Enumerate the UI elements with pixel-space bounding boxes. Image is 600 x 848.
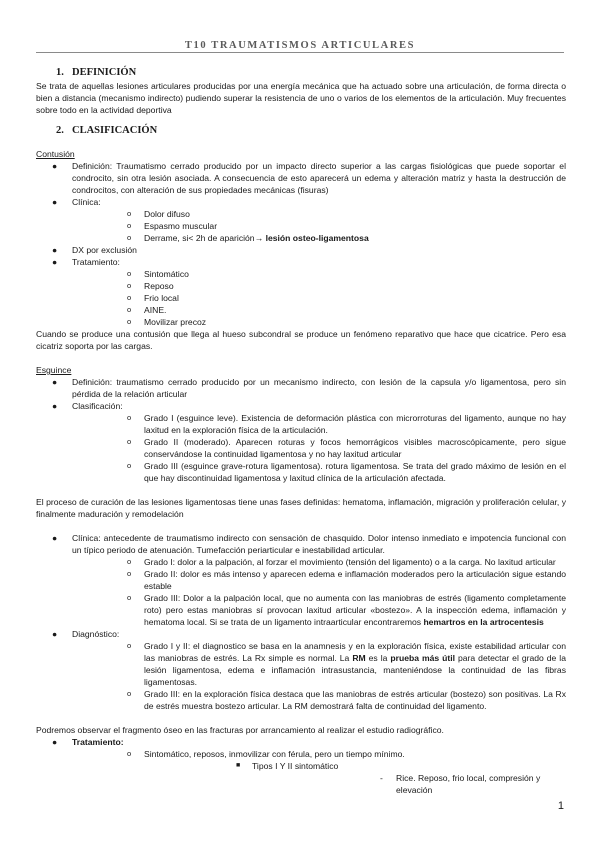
diag1-text: es la: [365, 653, 391, 663]
page-number: 1: [557, 800, 564, 812]
tratamiento-item: Sintomático: [144, 269, 189, 279]
tratamiento-item: Frio local: [144, 293, 179, 303]
diag1-bold: prueba más útil: [390, 653, 456, 663]
tratamiento-item: AINE.: [144, 305, 167, 315]
contusion-nota: Cuando se produce una contusión que llega al hueso subcondral se produce un fenómeno reparativo que hace que cicatrice. Pero esa cicatriz soporta por las cargas.: [36, 329, 566, 351]
list-item: o Dolor difuso: [127, 209, 190, 219]
list-item: ● Clasificación: o Grado I (esguince leve). Existencia de deformación plástica con microrroturas del ligamento, aunque no hay laxitud en la exploración física de la articulación. o Grado II (moderado). Aparecen roturas y focos hemorrágicos visibles macroscópicamente, pero sigue conservándose la continuidad ligamentosa y no hay laxitud articular o Grado III (esguince grave-rotura ligamentosa). rotura ligamentosa. Se trata del grado máximo de lesión en el que hay discontinuidad ligamentosa y laxitud clínica de la articulación afectada.: [52, 401, 566, 483]
header-divider: [36, 52, 564, 53]
proceso-curacion-paragraph: El proceso de curación de las lesiones ligamentosas tiene unas fases definidas: hematoma, inflamación, migración y proliferación celular, y finalmente maduración y remodelación: [36, 497, 566, 519]
derrame-text: Derrame, si< 2h de aparición→: [144, 233, 266, 243]
diag1-text: para detectar el grado de la lesión ligamentosa, edema e inflamación intrasustancia, manteniéndose la continuidad de las fibras ligamentosas.: [144, 653, 566, 687]
list-item: ● Clínica: o Dolor difuso o Espasmo muscular o Derrame, si< 2h de aparición→ lesión osteo-ligamentosa: [36, 196, 566, 244]
tratamiento-subsubitem: Rice. Reposo, frio local, compresión y elevación: [396, 773, 541, 795]
definicion-paragraph: Se trata de aquellas lesiones articulares producidas por una energía mecánica que ha actuado sobre una articulación, de forma directa o bien a distancia (mecanismo indirecto) pudiendo superar la resistencia de uno o varios de los elementos de la articulación. Muy frecuentes sobre todo en la actividad deportiva: [36, 81, 566, 115]
list-item: o Grado III: en la exploración física destaca que las maniobras de estrés articular (bostezo) son positivas. La Rx de estrés muestra bostezo articular. La RM demostrará falta de continuidad del ligamento.: [127, 689, 566, 711]
clinica-item: Espasmo muscular: [144, 221, 218, 231]
clasificacion-item: Grado III (esguince grave-rotura ligamentosa). rotura ligamentosa. Se trata del grado máximo de lesión en el que hay discontinuidad ligamentosa y laxitud clínica de la articulación afectada.: [144, 461, 566, 483]
contusion-clinica-label: Clínica:: [72, 197, 101, 207]
section-2-heading: [36, 124, 566, 137]
diag2-text: Grado III: en la exploración física destaca que las maniobras de estrés articular (bostezo) son positivas. La Rx de estrés muestra bostezo articular. La RM demostrará falta de continuidad del ligamento.: [144, 689, 566, 711]
section-1-number: 1.: [56, 67, 64, 78]
list-item: o Movilizar precoz: [127, 317, 207, 327]
contusion-tratamiento-label: Tratamiento:: [72, 257, 120, 267]
list-item: o Grado I y II: el diagnostico se basa en la anamnesis y en la exploración física, existe estabilidad articular con las maniobras de estrés. La Rx simple es normal. La RM es la prueba más útil para detectar el grado de la lesión ligamentosa, edema e inflamación intrasustancia, manteniéndose la continuidad de las fibras ligamentosas.: [127, 641, 566, 687]
esguince-tratamiento-list: [36, 736, 566, 796]
contusion-heading: Contusión: [36, 149, 75, 159]
list-item: ● DX por exclusión: [52, 245, 137, 255]
tratamiento-item: Movilizar precoz: [144, 317, 207, 327]
contusion-dx: DX por exclusión: [72, 245, 137, 255]
list-item: ● Definición: traumatismo cerrado producido por un mecanismo indirecto, con lesión de la capsula y/o ligamentosa, pero sin pérdida de la relación articular: [52, 377, 566, 399]
list-item: o Grado II (moderado). Aparecen roturas y focos hemorrágicos visibles macroscópicamente, pero sigue conservándose la continuidad ligamentosa y no hay laxitud articular: [127, 437, 566, 459]
list-item: o Grado III: Dolor a la palpación local, que no aumenta con las maniobras de estrés (ligamento completamente roto) pero estas maniobras sí provocan laxitud articular «bostezo». A la inspección edema, inflamación y hematoma local. Si se trata de un ligamento intraarticular encontraremos hemartros en la artrocentesis: [127, 593, 566, 627]
esguince-clinica-list: [36, 532, 566, 712]
diagnostico-label: Diagnóstico:: [72, 629, 120, 639]
clasificacion-item: Grado I (esguince leve). Existencia de deformación plástica con microrroturas del ligamento, aunque no hay laxitud en la exploración física de la articulación.: [144, 413, 566, 435]
contusion-list: [36, 160, 566, 328]
list-item: o Reposo: [127, 281, 174, 291]
clinica-grado-item: Grado II: dolor es más intenso y aparecen edema e inflamación moderados pero la articulación sigue estando estable: [144, 569, 566, 591]
diag1-rm: RM: [352, 653, 366, 663]
list-item: o Grado III (esguince grave-rotura ligamentosa). rotura ligamentosa. Se trata del grado máximo de lesión en el que hay discontinuidad ligamentosa y laxitud clínica de la articulación afectada.: [127, 461, 566, 483]
clinica-grado-item: Grado I: dolor a la palpación, al forzar el movimiento (tensión del ligamento) o a la carga. No laxitud articular: [144, 557, 556, 567]
list-item: ● Tratamiento: o Sintomático o Reposo o Frio local o AINE. o Movilizar precoz: [36, 256, 566, 328]
list-item: ● Diagnóstico: o Grado I y II: el diagnostico se basa en la anamnesis y en la exploración física, existe estabilidad articular con las maniobras de estrés. La Rx simple es normal. La RM es la prueba más útil para detectar el grado de la lesión ligamentosa, edema e inflamación intrasustancia, manteniéndose la continuidad de las fibras ligamentosas. o Grado III: en la exploración física destaca que las maniobras de estrés articular (bostezo) son positivas. La Rx de estrés muestra bostezo articular. La RM demostrará falta de continuidad del ligamento.: [52, 629, 566, 711]
list-item: o Grado I (esguince leve). Existencia de deformación plástica con microrroturas del ligamento, aunque no hay laxitud en la exploración física de la articulación.: [127, 413, 566, 435]
list-item: - Rice. Reposo, frio local, compresión y elevación: [380, 773, 541, 795]
esguince-clasificacion-label: Clasificación:: [72, 401, 123, 411]
section-2-title: CLASIFICACIÓN: [72, 125, 158, 136]
tratamiento-item: Reposo: [144, 281, 174, 291]
esguince-clinica: Clínica: antecedente de traumatismo indirecto con sensación de chasquido. Dolor intenso inmediato e impotencia funcional con un típico periodo de atenuación. Tumefacción periarticular e inestabilidad articular.: [72, 533, 566, 555]
section-2-number: 2.: [56, 125, 64, 136]
section-1-title: DEFINICIÓN: [72, 67, 137, 78]
grado3-text: Grado III: Dolor a la palpación local, que no aumenta con las maniobras de estrés (ligamento completamente roto) pero estas maniobras sí provocan laxitud articular «bostezo». A la inspección edema, inflamación y hematoma local. Si se trata de un ligamento intraarticular encontraremos: [144, 593, 566, 627]
fragmento-paragraph: Podremos observar el fragmento óseo en las fracturas por arrancamiento al realizar el estudio radiográfico.: [36, 725, 444, 735]
esguince-list: [36, 376, 566, 484]
list-item: o Sintomático: [127, 269, 189, 279]
diag1-text: Grado I y II: el diagnostico se basa en la anamnesis y en la exploración física, existe estabilidad articular con las maniobras de estrés. La Rx simple es normal. La: [144, 641, 566, 663]
document-content: [36, 64, 566, 796]
list-item: o Espasmo muscular: [127, 221, 218, 231]
clasificacion-item: Grado II (moderado). Aparecen roturas y focos hemorrágicos visibles macroscópicamente, pero sigue conservándose la continuidad ligamentosa y no hay laxitud articular: [144, 437, 566, 459]
list-item: ■ Tipos I Y II sintomático - Rice. Reposo, frio local, compresión y elevación: [144, 760, 566, 796]
list-item: ● Definición: Traumatismo cerrado producido por un impacto directo superior a las cargas fisiológicas que puede soportar el condrocito, sin otra lesión asociada. A consecuencia de esto aparecerá un edema y alteración matriz y hasta la destrucción de condrocitos, con alteración de sus propiedades mecánicas (fisuras): [52, 161, 566, 195]
list-item: o Frio local: [127, 293, 179, 303]
list-item: ● Clínica: antecedente de traumatismo indirecto con sensación de chasquido. Dolor intenso inmediato e impotencia funcional con un típico periodo de atenuación. Tumefacción periarticular e inestabilidad articular. o Grado I: dolor a la palpación, al forzar el movimiento (tensión del ligamento) o a la carga. No laxitud articular o Grado II: dolor es más intenso y aparecen edema e inflamación moderados pero la articulación sigue estando estable o Grado III: Dolor a la palpación local, que no aumenta con las maniobras de estrés (ligamento completamente roto) pero estas maniobras sí provocan laxitud articular «bostezo». A la inspección edema, inflamación y hematoma local. Si se trata de un ligamento intraarticular encontraremos hemartros en la artrocentesis: [52, 533, 566, 627]
list-item: o AINE.: [127, 305, 167, 315]
list-item: o Derrame, si< 2h de aparición→ lesión osteo-ligamentosa: [127, 233, 369, 243]
list-item: o Grado I: dolor a la palpación, al forzar el movimiento (tensión del ligamento) o a la carga. No laxitud articular: [127, 557, 556, 567]
contusion-definicion: Definición: Traumatismo cerrado producido por un impacto directo superior a las cargas fisiológicas que puede soportar el condrocito, sin otra lesión asociada. A consecuencia de esto aparecerá un edema y alteración matriz y hasta la destrucción de condrocitos, con alteración de sus propiedades mecánicas (fisuras): [72, 161, 566, 195]
derrame-bold: lesión osteo-ligamentosa: [265, 233, 369, 243]
page-header-title: T10 TRAUMATISMOS ARTICULARES: [184, 40, 416, 51]
grado3-bold: hemartros en la artrocentesis: [423, 617, 544, 627]
section-1-heading: [36, 66, 566, 79]
clinica-item: Dolor difuso: [144, 209, 190, 219]
list-item: ● Tratamiento: o Sintomático, reposos, inmovilizar con férula, pero un tiempo mínimo. ■ Tipos I Y II sintomático - Rice. Reposo, frio local, compresión y elevación: [36, 736, 566, 796]
esguince-definicion: Definición: traumatismo cerrado producido por un mecanismo indirecto, con lesión de la capsula y/o ligamentosa, pero sin pérdida de la relación articular: [72, 377, 566, 399]
list-item: o Sintomático, reposos, inmovilizar con férula, pero un tiempo mínimo. ■ Tipos I Y II sintomático - Rice. Reposo, frio local, compresión y elevación: [72, 748, 566, 796]
esguince-heading: Esguince: [36, 365, 72, 375]
tratamiento-item: Sintomático, reposos, inmovilizar con férula, pero un tiempo mínimo.: [144, 749, 405, 759]
tratamiento-subitem: Tipos I Y II sintomático: [252, 761, 339, 771]
list-item: o Grado II: dolor es más intenso y aparecen edema e inflamación moderados pero la articulación sigue estando estable: [127, 569, 566, 591]
tratamiento-label: Tratamiento:: [72, 737, 124, 747]
